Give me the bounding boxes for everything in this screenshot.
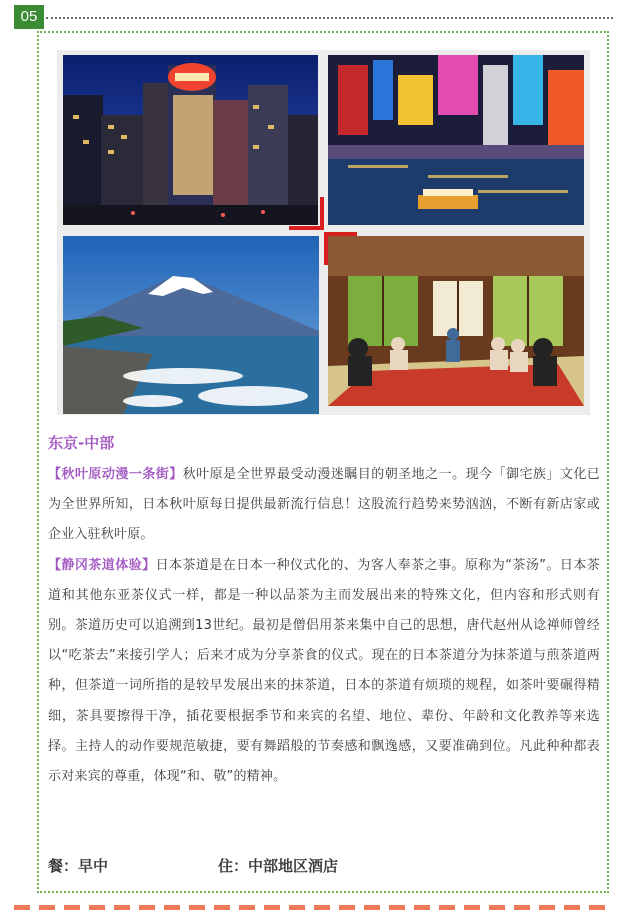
top-divider	[46, 17, 613, 19]
red-corner-accent	[289, 226, 324, 230]
day-badge: 05	[14, 5, 44, 29]
osaka-dotonbori-canal-photo	[328, 55, 584, 225]
meal-info: 餐：早中	[48, 857, 109, 875]
article-body	[48, 432, 600, 792]
section-tag: 【静冈茶道体验】	[48, 557, 156, 573]
tokyo-night-street-photo	[63, 55, 318, 225]
bottom-divider	[14, 905, 613, 910]
section-text: 秋叶原是全世界最受动漫迷瞩目的朝圣地之一。现今「御宅族」文化已为全世界所知，日本秋叶原每日提供最新流行信息！这股流行趋势来势汹汹，不断有新店家或企业入驻秋叶原。	[48, 467, 600, 543]
section-akihabara	[48, 460, 600, 551]
section-tea-ceremony	[48, 551, 600, 793]
region-title: 东京-中部	[48, 434, 115, 452]
red-corner-accent	[320, 197, 324, 230]
red-corner-accent	[324, 232, 328, 265]
tea-ceremony-room-photo	[328, 236, 584, 406]
mount-fuji-coast-photo	[63, 236, 319, 414]
section-tag: 【秋叶原动漫一条街】	[48, 467, 183, 482]
hotel-info: 住：中部地区酒店	[218, 857, 339, 875]
section-text: 日本茶道是在日本一种仪式化的、为客人奉茶之事。原称为“茶汤”。日本茶道和其他东亚茶仪式一样，都是一种以品茶为主而发展出来的特殊文化，但内容和形式则有别。茶道历史可以追溯到13世纪。最初是僧侣用茶来集中自己的思想，唐代赵州从谂禅师曾经以“吃茶去”来接引学人；后来才成为分享茶食的仪式。现在的日本茶道分为抹茶道与煎茶道两种，但茶道一词所指的是较早发展出来的抹茶道，日本的茶道有烦琐的规程，如茶叶要碾得精细，茶具要擦得干净，插花要根据季节和来宾的名望、地位、辈份、年龄和文化教养等来选择。主持人的动作要规范敏捷，要有舞蹈般的节奏感和飘逸感，又要准确到位。凡此种种都表示对来宾的尊重，体现“和、敬”的精神。	[48, 557, 600, 785]
red-corner-accent	[324, 232, 357, 236]
